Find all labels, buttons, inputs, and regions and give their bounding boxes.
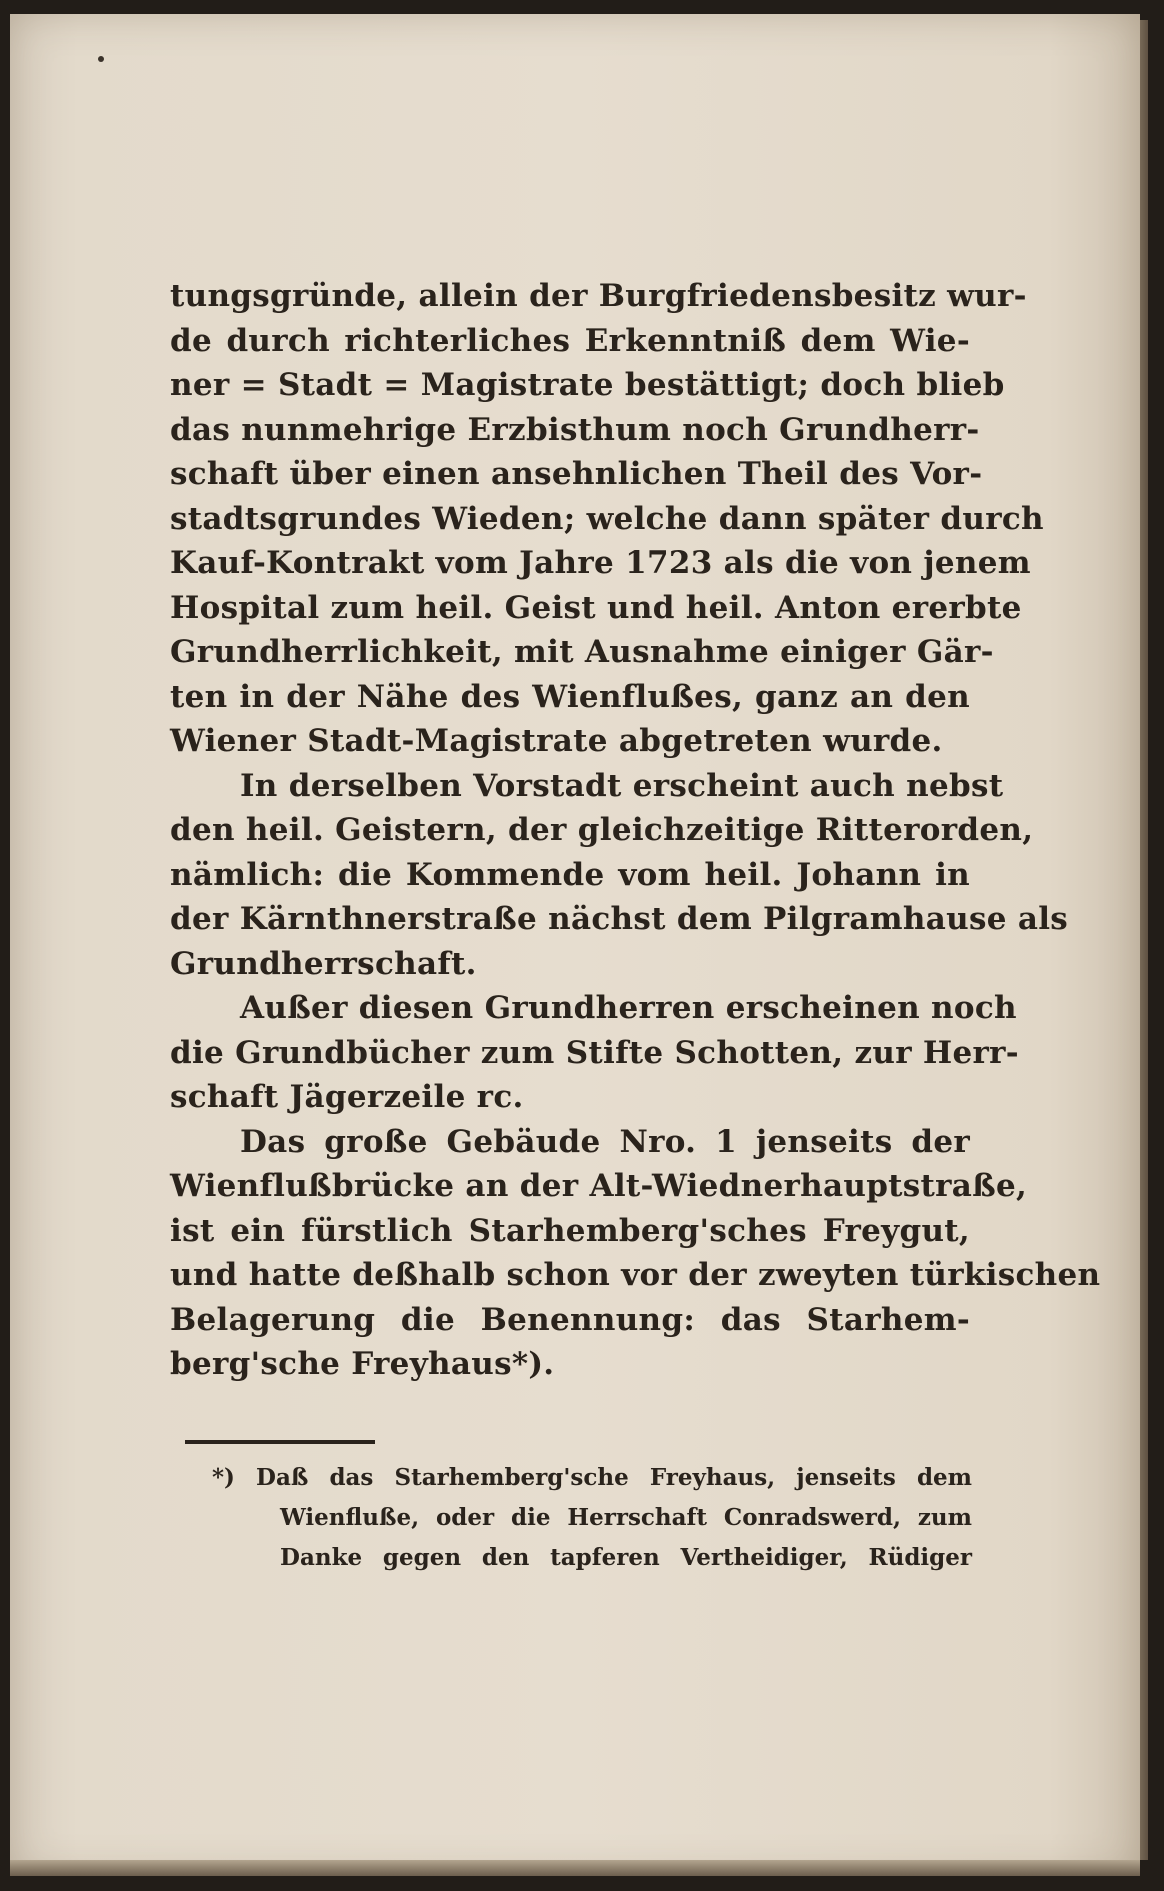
body-line: Kauf-Kontrakt vom Jahre 1723 als die von jenem: [170, 545, 1031, 581]
body-line: Grundherrlichkeit, mit Ausnahme einiger Gär-: [170, 634, 994, 670]
body-line: stadtsgrundes Wieden; welche dann später durch: [170, 500, 1044, 537]
footnote-line: *) Daß das Starhemberg'sche Freyhaus, jenseits dem: [212, 1464, 972, 1491]
body-line: berg'sche Freyhaus*).: [170, 1346, 555, 1382]
body-line: ten in der Nähe des Wienflußes, ganz an den: [170, 678, 970, 715]
body-line: ist ein fürstlich Starhemberg'sches Freygut,: [170, 1212, 970, 1249]
body-line: der Kärnthnerstraße nächst dem Pilgramhause als: [170, 901, 1069, 937]
page-edge-bottom: [10, 1860, 1140, 1876]
body-line: schaft über einen ansehnlichen Theil des Vor-: [170, 456, 983, 492]
footnote: [212, 1458, 972, 1578]
ink-speck: [98, 56, 104, 62]
paragraph-start-line: In derselben Vorstadt erscheint auch nebst: [240, 767, 1004, 804]
body-line: das nunmehrige Erzbisthum noch Grundherr-: [170, 411, 980, 448]
body-line: tungsgründe, allein der Burgfriedensbesitz wur-: [170, 278, 1027, 314]
body-line: Wiener Stadt-Magistrate abgetreten wurde.: [170, 723, 943, 759]
footnote-line: Wienfluße, oder die Herrschaft Conradswerd, zum: [280, 1504, 972, 1531]
body-line: Grundherrschaft.: [170, 945, 477, 982]
body-line: die Grundbücher zum Stifte Schotten, zur Herr-: [170, 1034, 1019, 1071]
body-line: Wienflußbrücke an der Alt-Wiednerhauptstraße,: [170, 1168, 1028, 1204]
footnote-line: Danke gegen den tapferen Vertheidiger, Rüdiger: [280, 1544, 972, 1571]
paragraph-start-line: Außer diesen Grundherren erscheinen noch: [240, 990, 1017, 1026]
body-line: de durch richterliches Erkenntniß dem Wie-: [170, 322, 970, 359]
body-line: ner = Stadt = Magistrate bestättigt; doch blieb: [170, 367, 1005, 403]
body-line: Hospital zum heil. Geist und heil. Anton ererbte: [170, 589, 1022, 626]
footnote-separator-rule: [185, 1440, 375, 1444]
body-line: Belagerung die Benennung: das Starhem-: [170, 1301, 970, 1338]
body-line: und hatte deßhalb schon vor der zweyten türkischen: [170, 1257, 1101, 1293]
body-line: den heil. Geistern, der gleichzeitige Ritterorden,: [170, 812, 1034, 848]
body-line: nämlich: die Kommende vom heil. Johann in: [170, 856, 970, 893]
body-text: [170, 274, 1101, 1387]
paragraph-start-line: Das große Gebäude Nro. 1 jenseits der: [240, 1123, 970, 1160]
body-line: schaft Jägerzeile rc.: [170, 1079, 524, 1115]
